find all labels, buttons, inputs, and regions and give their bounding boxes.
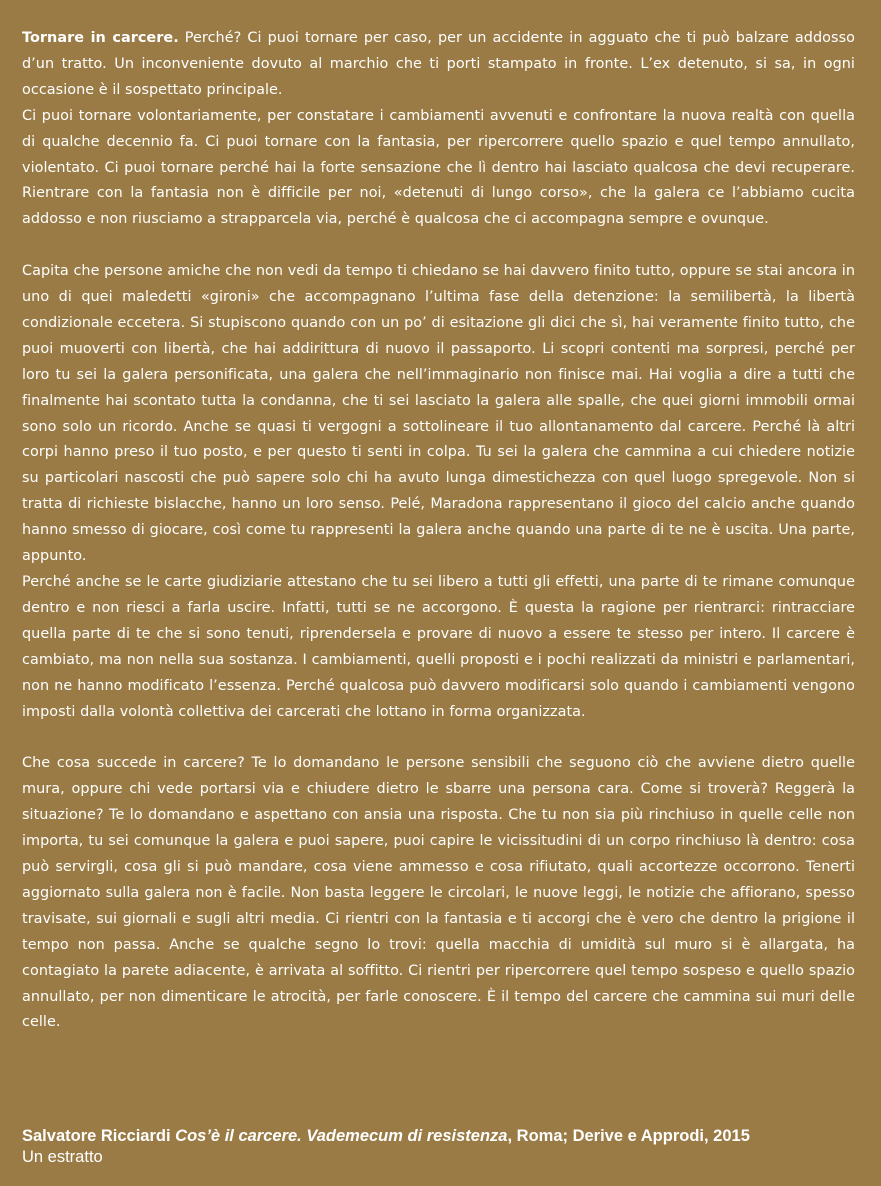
paragraph-2: Ci puoi tornare volontariamente, per constatare i cambiamenti avvenuti e confrontare la nuova realtà con quella di qualche decennio fa. Ci puoi tornare con la fantasia, per ripercorrere quello spazio e quel tempo annullato, violentato. Ci puoi tornare perché hai la forte sensazione che lì dentro hai lasciato qualcosa che devi recuperare. Rientrare con la fantasia non è difficile per noi, «detenuti di lungo corso», che la galera ce l’abbiamo cucita addosso e non riusciamo a strapparcela via, perché è qualcosa che ci accompagna sempre e ovunque. [22,107,855,228]
citation-publisher: , Roma; Derive e Approdi, 2015 [507,1127,750,1145]
citation [22,1126,750,1168]
article-body [22,26,855,1036]
paragraph-4: Perché anche se le carte giudiziarie attestano che tu sei libero a tutti gli effetti, una parte di te rimane comunque dentro e non riesci a farla uscire. Infatti, tutti se ne accorgono. È questa la ragione per rientrarci: rintracciare quella parte di te che si sono tenuti, riprendersela e provare di nuovo a essere te stesso per intero. Il carcere è cambiato, ma non nella sua sostanza. I cambiamenti, quelli proposti e i pochi realizzati da ministri e parlamentari, non ne hanno modificato l’essenza. Perché qualcosa può davvero modificarsi solo quando i cambiamenti vengono imposti dalla volontà collettiva dei carcerati che lottano in forma organizzata. [22,574,855,720]
citation-title: Cos’è il carcere. Vademecum di resistenza [175,1127,508,1145]
paragraph-5: Che cosa succede in carcere? Te lo domandano le persone sensibili che seguono ciò che avviene dietro quelle mura, oppure chi vede portarsi via e chiudere dietro le sbarre una persona cara. Come si troverà? Reggerà la situazione? Te lo domandano e aspettano con ansia una risposta. Che tu non sia più rinchiuso in quelle celle non importa, tu sei comunque la galera e puoi sapere, puoi capire le vicissitudini di un corpo rinchiuso là dentro: cosa può servirgli, cosa gli si può mandare, cosa viene ammesso e cosa rifiutato, quali accortezze occorrono. Tenerti aggiornato sulla galera non è facile. Non basta leggere le circolari, le nuove leggi, le notizie che affiorano, spesso travisate, sui giornali e sugli altri media. Ci rientri con la fantasia e ti accorgi che è vero che dentro la prigione il tempo non passa. Anche se qualche segno lo trovi: quella macchia di umidità sul muro si è allargata, ha contagiato la parete adiacente, è arrivata al soffitto. Ci rientri per ripercorrere quel tempo sospeso e quello spazio annullato, per non dimenticare le atrocità, per farle conoscere. È il tempo del carcere che cammina sui muri delle celle. [22,755,855,1031]
citation-author: Salvatore Ricciardi [22,1127,171,1145]
citation-source [22,1126,750,1147]
paragraph-text: Perché? Ci puoi tornare per caso, per un accidente in agguato che ti può balzare addosso d’un tratto. Un inconveniente dovuto al marchio che ti porti stampato in fronte. L’ex detenuto, si sa, in ogni occasione è il sospettato principale. [22,30,855,98]
paragraph-3: Capita che persone amiche che non vedi da tempo ti chiedano se hai davvero finito tutto, oppure se stai ancora in uno di quei maledetti «gironi» che accompagnano l’ultima fase della detenzione: la semilibertà, la libertà condizionale eccetera. Si stupiscono quando con un po’ di esitazione gli dici che sì, hai veramente finito tutto, che puoi muoverti con libertà, che hai addirittura di nuovo il passaporto. Li scopri contenti ma sorpresi, perché per loro tu sei la galera personificata, una galera che nell’immaginario non finisce mai. Hai voglia a dire a tutti che finalmente hai scontato tutta la condanna, che ti sei lasciato la galera alle spalle, che quei giorni immobili ormai sono solo un ricordo. Anche se quasi ti vergogni a sottolineare il tuo allontanamento dal carcere. Perché là altri corpi hanno preso il tuo posto, e per questo ti senti in colpa. Tu sei la galera che cammina a cui chiedere notizie su particolari nascosti che può sapere solo chi ha avuto lunga dimestichezza con quel luogo spregevole. Non si tratta di richieste bislacche, hanno un loro senso. Pelé, Maradona rappresentano il gioco del calcio anche quando hanno smesso di giocare, così come tu rappresenti la galera anche quando una parte di te ne è uscita. Una parte, appunto. [22,263,855,565]
citation-note: Un estratto [22,1148,103,1166]
paragraph-1 [22,26,855,104]
lead-heading: Tornare in carcere. [22,30,179,46]
